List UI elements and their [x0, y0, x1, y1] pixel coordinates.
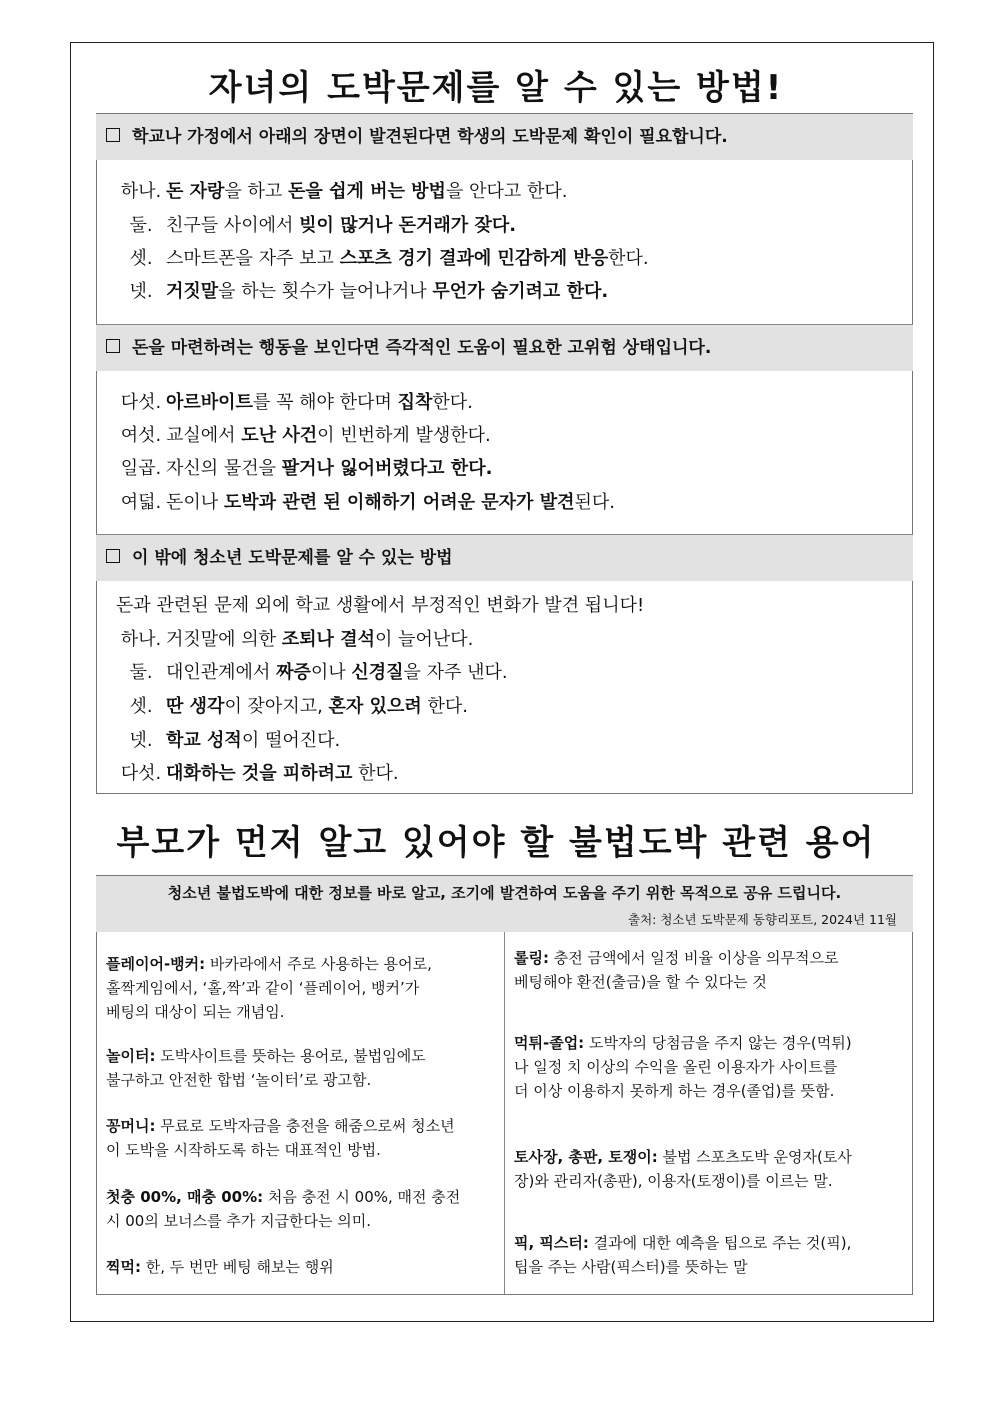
- page-title: 자녀의 도박문제를 알 수 있는 방법!: [208, 68, 784, 108]
- sign-line: [116, 694, 468, 720]
- line-text: 한다.: [352, 763, 399, 784]
- sign-line: [116, 246, 649, 272]
- term-name: 롤링:: [514, 949, 549, 967]
- line-number: 여덟.: [120, 492, 162, 513]
- term-line: [106, 976, 498, 1000]
- checkbox-square-icon: [106, 549, 120, 563]
- term-definition: 바카라에서 주로 사용하는 용어로,: [209, 955, 432, 973]
- emphasis-text: 학교 성적: [166, 730, 242, 751]
- term-line: [106, 952, 498, 976]
- term-name: 플레이어-뱅커:: [106, 955, 206, 973]
- term-definition: 도박자의 당첨금을 주지 않는 경우(먹튀): [588, 1034, 852, 1052]
- term-line: [106, 1044, 498, 1068]
- term-definition: 베팅해야 환전(출금)을 할 수 있다는 것: [514, 973, 767, 991]
- line-text: 한다.: [608, 248, 649, 269]
- term-definition: 이 도박을 시작하도록 하는 대표적인 방법.: [106, 1141, 381, 1159]
- term-name: 꽁머니:: [106, 1117, 156, 1135]
- sign-line: [116, 213, 516, 239]
- emphasis-text: 대화하는 것을 피하려고: [166, 763, 353, 784]
- glossary-term: [514, 946, 906, 994]
- sign-line: [116, 279, 608, 305]
- line-text: 이 떨어진다.: [241, 730, 341, 751]
- term-definition: 나 일정 치 이상의 수익을 올린 이용자가 사이트를: [514, 1058, 838, 1076]
- emphasis-text: 빚이 많거나 돈거래가 잦다.: [299, 215, 517, 236]
- term-line: [514, 1031, 906, 1055]
- term-name: 첫충 00%, 매충 00%:: [106, 1188, 264, 1206]
- term-line: [514, 1169, 906, 1193]
- line-text: 를 꼭 해야 한다며: [252, 392, 398, 413]
- line-number: 셋.: [129, 248, 153, 269]
- term-line: [106, 1185, 498, 1209]
- term-definition: 한, 두 번만 베팅 해보는 행위: [145, 1258, 334, 1276]
- emphasis-text: 조퇴나 결석: [281, 629, 375, 650]
- line-text: 을 하는 횟수가 늘어나거나: [218, 281, 433, 302]
- sign-line: [116, 490, 615, 516]
- section-heading-3: [96, 535, 913, 581]
- term-definition: 무료로 도박자금을 충전을 해줌으로써 청소년: [160, 1117, 455, 1135]
- sign-line: [116, 627, 473, 653]
- emphasis-text: 짜증: [276, 662, 311, 683]
- line-text: 친구들 사이에서: [166, 215, 300, 236]
- line-text: 이 빈번하게 발생한다.: [317, 425, 491, 446]
- section-intro: 돈과 관련된 문제 외에 학교 생활에서 부정적인 변화가 발견 됩니다!: [116, 595, 645, 616]
- sign-line: [116, 179, 567, 205]
- sign-line: [116, 660, 508, 686]
- term-definition: 충전 금액에서 일정 비율 이상을 의무적으로: [553, 949, 839, 967]
- emphasis-text: 혼자 있으려: [328, 696, 422, 717]
- line-text: 스마트폰을 자주 보고: [166, 248, 340, 269]
- emphasis-text: 돈을 쉽게 버는 방법: [288, 181, 446, 202]
- line-text: 한다.: [421, 696, 468, 717]
- term-definition: 도박사이트를 뜻하는 용어로, 불법임에도: [160, 1047, 426, 1065]
- line-number: 여섯.: [120, 425, 162, 446]
- line-number: 하나.: [120, 629, 162, 650]
- line-text: 이 잦아지고,: [224, 696, 329, 717]
- line-number: 넷.: [129, 730, 153, 751]
- line-number: 하나.: [120, 181, 162, 202]
- section-heading-text: 돈을 마련하려는 행동을 보인다면 즉각적인 도움이 필요한 고위험 상태입니다.: [132, 338, 712, 358]
- term-name: 토사장, 총판, 토쟁이:: [514, 1148, 658, 1166]
- emphasis-text: 도박과 관련 된 이해하기 어려운 문자가 발견: [223, 492, 575, 513]
- term-line: [106, 1000, 498, 1024]
- line-number: 넷.: [129, 281, 153, 302]
- term-definition: 팁을 주는 사람(픽스터)를 뜻하는 말: [514, 1258, 748, 1276]
- column-divider: [504, 932, 505, 1294]
- line-text: 자신의 물건을: [166, 458, 282, 479]
- emphasis-text: 집착: [397, 392, 433, 413]
- emphasis-text: 도난 사건: [241, 425, 318, 446]
- line-number: 다섯.: [120, 392, 162, 413]
- glossary-term: [514, 1031, 906, 1103]
- checkbox-square-icon: [106, 339, 120, 353]
- term-name: 픽, 픽스터:: [514, 1234, 589, 1252]
- emphasis-text: 딴 생각: [166, 696, 225, 717]
- checkbox-square-icon: [106, 128, 120, 142]
- section-heading-2: [96, 325, 913, 371]
- glossary-term: [514, 1145, 906, 1193]
- glossary-term: [106, 1114, 498, 1162]
- term-line: [106, 1255, 498, 1279]
- line-number: 일곱.: [120, 458, 162, 479]
- line-text: 을 자주 낸다.: [403, 662, 508, 683]
- section-heading-text: 이 밖에 청소년 도박문제를 알 수 있는 방법: [132, 548, 453, 568]
- term-definition: 베팅의 대상이 되는 개념임.: [106, 1003, 285, 1021]
- line-number: 다섯.: [120, 763, 162, 784]
- emphasis-text: 무언가 숨기려고 한다.: [432, 281, 609, 302]
- term-definition: 결과에 대한 예측을 팁으로 주는 것(픽),: [593, 1234, 852, 1252]
- sign-line: [116, 423, 491, 449]
- emphasis-text: 돈 자랑: [166, 181, 225, 202]
- glossary-term: [106, 1255, 498, 1279]
- term-definition: 홀짝게임에서, ‘홀,짝’과 같이 ‘플레이어, 뱅커’가: [106, 979, 420, 997]
- term-line: [514, 1145, 906, 1169]
- term-line: [106, 1209, 498, 1233]
- term-name: 찍먹:: [106, 1258, 141, 1276]
- emphasis-text: 스포츠 경기 결과에 민감하게 반응: [339, 248, 609, 269]
- line-text: 이나: [310, 662, 352, 683]
- glossary-term: [106, 952, 498, 1024]
- line-text: 교실에서: [166, 425, 242, 446]
- sign-line: [116, 761, 399, 787]
- emphasis-text: 팔거나 잃어버렸다고 한다.: [281, 458, 493, 479]
- glossary-term: [514, 1231, 906, 1279]
- term-line: [514, 1231, 906, 1255]
- line-text: 대인관계에서: [166, 662, 277, 683]
- term-line: [106, 1114, 498, 1138]
- glossary-intro-text: 청소년 불법도박에 대한 정보를 바로 알고, 조기에 발견하여 도움을 주기 위한 목적으로 공유 드립니다.: [167, 884, 842, 902]
- sign-line: [116, 390, 473, 416]
- line-text: 돈이나: [166, 492, 224, 513]
- term-line: [514, 946, 906, 970]
- emphasis-text: 거짓말: [166, 281, 219, 302]
- term-definition: 더 이상 이용하지 못하게 하는 경우(졸업)를 뜻함.: [514, 1082, 835, 1100]
- line-text: 거짓말에 의한: [166, 629, 282, 650]
- glossary-title: 부모가 먼저 알고 있어야 할 불법도박 관련 용어: [116, 823, 876, 863]
- line-text: 이 늘어난다.: [375, 629, 474, 650]
- line-text: 을 하고: [224, 181, 289, 202]
- line-number: 둘.: [129, 662, 153, 683]
- term-definition: 장)와 관리자(총판), 이용자(토쟁이)를 이르는 말.: [514, 1172, 833, 1190]
- line-number: 셋.: [129, 696, 153, 717]
- sign-line: [116, 728, 340, 754]
- term-definition: 시 00의 보너스를 추가 지급한다는 의미.: [106, 1212, 372, 1230]
- emphasis-text: 아르바이트: [166, 392, 253, 413]
- section-heading-1: [96, 114, 913, 160]
- term-line: [106, 1068, 498, 1092]
- term-name: 먹튀-졸업:: [514, 1034, 585, 1052]
- glossary-term: [106, 1185, 498, 1233]
- sign-line: [116, 456, 492, 482]
- term-definition: 불구하고 안전한 합법 ‘놀이터’로 광고함.: [106, 1071, 372, 1089]
- term-definition: 불법 스포츠도박 운영자(토사: [662, 1148, 852, 1166]
- term-line: [514, 1055, 906, 1079]
- emphasis-text: 신경질: [351, 662, 404, 683]
- term-line: [514, 1079, 906, 1103]
- line-text: 된다.: [574, 492, 615, 513]
- term-line: [514, 970, 906, 994]
- line-text: 한다.: [432, 392, 473, 413]
- line-text: 을 안다고 한다.: [445, 181, 568, 202]
- line-number: 둘.: [129, 215, 153, 236]
- glossary-term: [106, 1044, 498, 1092]
- glossary-source: 출처: 청소년 도박문제 동향리포트, 2024년 11월: [628, 912, 897, 927]
- term-line: [106, 1138, 498, 1162]
- glossary-intro: [96, 876, 913, 932]
- term-line: [514, 1255, 906, 1279]
- section-heading-text: 학교나 가정에서 아래의 장면이 발견된다면 학생의 도박문제 확인이 필요합니다.: [132, 127, 728, 147]
- term-definition: 처음 충전 시 00%, 매전 충전: [267, 1188, 461, 1206]
- term-name: 놀이터:: [106, 1047, 156, 1065]
